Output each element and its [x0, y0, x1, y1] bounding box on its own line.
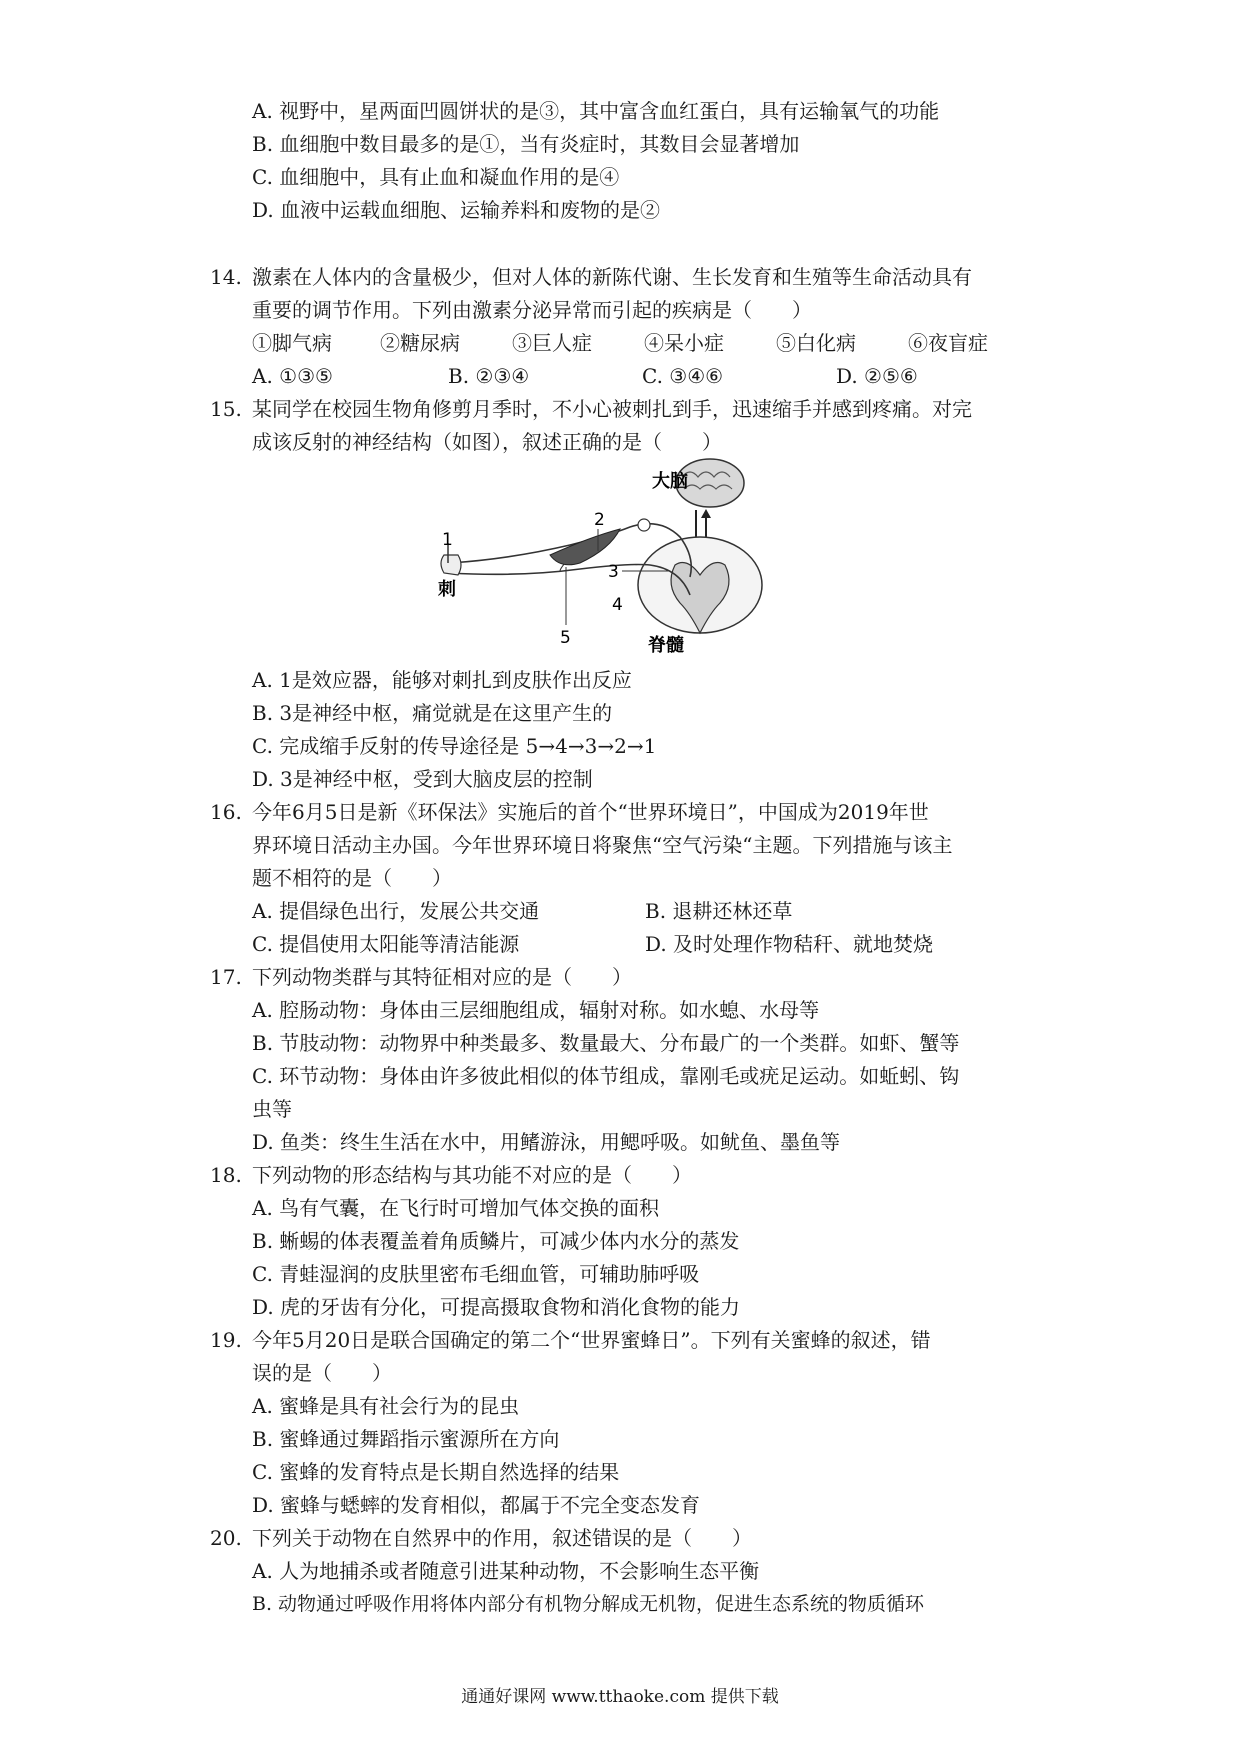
q14-item: ⑤白化病 [776, 331, 856, 355]
q17-option-c: C. 环节动物：身体由许多彼此相似的体节组成，靠刚毛或疣足运动。如蚯蚓、钩 [252, 1064, 960, 1088]
q13-option-c: C. 血细胞中，具有止血和凝血作用的是④ [252, 165, 620, 189]
q16-stem-line1: 今年6月5日是新《环保法》实施后的首个“世界环境日”，中国成为2019年世 [252, 800, 929, 824]
q13-option-a: A. 视野中，星两面凹圆饼状的是③，其中富含血红蛋白，具有运输氧气的功能 [252, 99, 940, 123]
q14-stem-line2: 重要的调节作用。下列由激素分泌异常而引起的疾病是（ ） [252, 298, 812, 322]
q14-item: ⑥夜盲症 [908, 331, 988, 355]
q16-option-a: A. 提倡绿色出行，发展公共交通 [252, 899, 540, 923]
q18-option-b: B. 蜥蜴的体表覆盖着角质鳞片，可减少体内水分的蒸发 [252, 1229, 740, 1253]
q17-option-a: A. 腔肠动物：身体由三层细胞组成，辐射对称。如水螅、水母等 [252, 998, 820, 1022]
q16-number: 16. [210, 800, 242, 824]
q19-option-a: A. 蜜蜂是具有社会行为的昆虫 [252, 1394, 520, 1418]
spinal-cord-section [638, 537, 762, 633]
q19-option-d: D. 蜜蜂与蟋蟀的发育相似，都属于不完全变态发育 [252, 1493, 701, 1517]
q20-option-b: B. 动物通过呼吸作用将体内部分有机物分解成无机物，促进生态系统的物质循环 [252, 1593, 925, 1615]
q13-option-b: B. 血细胞中数目最多的是①，当有炎症时，其数目会显著增加 [252, 132, 800, 156]
q19-option-c: C. 蜜蜂的发育特点是长期自然选择的结果 [252, 1460, 620, 1484]
q16-stem-line3: 题不相符的是（ ） [252, 866, 452, 890]
q15-number: 15. [210, 397, 242, 421]
q16-option-d: D. 及时处理作物秸秆、就地焚烧 [645, 932, 934, 956]
q20-stem: 下列关于动物在自然界中的作用，叙述错误的是（ ） [252, 1526, 752, 1550]
q18-option-a: A. 鸟有气囊，在飞行时可增加气体交换的面积 [252, 1196, 660, 1220]
q19-number: 19. [210, 1328, 242, 1352]
q13-option-d: D. 血液中运载血细胞、运输养料和废物的是② [252, 198, 661, 222]
q14-items [252, 330, 1012, 356]
q14-option-d: D. ②⑤⑥ [836, 364, 918, 388]
label-1: 1 [442, 530, 453, 550]
q20-number: 20. [210, 1526, 242, 1550]
label-spinal: 脊髓 [648, 635, 684, 655]
reflex-arc-figure [430, 455, 800, 655]
q16-stem-line2: 界环境日活动主办国。今年世界环境日将聚焦“空气污染“主题。下列措施与该主 [252, 833, 953, 857]
q14-option-b: B. ②③④ [448, 364, 530, 388]
q14-option-c: C. ③④⑥ [642, 364, 724, 388]
q15-stem-line1: 某同学在校园生物角修剪月季时，不小心被刺扎到手，迅速缩手并感到疼痛。对完 [252, 397, 972, 421]
q20-option-a: A. 人为地捕杀或者随意引进某种动物，不会影响生态平衡 [252, 1559, 760, 1583]
q15-option-c: C. 完成缩手反射的传导途径是 5→4→3→2→1 [252, 734, 657, 758]
q16-option-c: C. 提倡使用太阳能等清洁能源 [252, 932, 520, 956]
q18-stem: 下列动物的形态结构与其功能不对应的是（ ） [252, 1163, 692, 1187]
q16-option-b: B. 退耕还林还草 [645, 899, 793, 923]
q19-stem-line1: 今年5月20日是联合国确定的第二个“世界蜜蜂日”。下列有关蜜蜂的叙述，错 [252, 1328, 931, 1352]
label-brain: 大脑 [652, 471, 688, 492]
q15-option-a: A. 1是效应器，能够对刺扎到皮肤作出反应 [252, 668, 632, 692]
q17-stem: 下列动物类群与其特征相对应的是（ ） [252, 965, 632, 989]
q17-option-c-cont: 虫等 [252, 1097, 292, 1121]
q19-option-b: B. 蜜蜂通过舞蹈指示蜜源所在方向 [252, 1427, 560, 1451]
q14-item: ③巨人症 [512, 331, 592, 355]
q14-stem-line1: 激素在人体内的含量极少，但对人体的新陈代谢、生长发育和生殖等生命活动具有 [252, 265, 972, 289]
q14-number: 14. [210, 265, 242, 289]
q18-option-c: C. 青蛙湿润的皮肤里密布毛细血管，可辅助肺呼吸 [252, 1262, 700, 1286]
q17-option-d: D. 鱼类：终生生活在水中，用鳍游泳，用鳃呼吸。如鱿鱼、墨鱼等 [252, 1130, 841, 1154]
q14-options [252, 363, 1012, 389]
q15-option-b: B. 3是神经中枢，痛觉就是在这里产生的 [252, 701, 613, 725]
page-footer: 通通好课网 www.tthaoke.com 提供下载 [461, 1687, 779, 1707]
label-thorn: 刺 [438, 579, 456, 600]
q14-item: ④呆小症 [644, 331, 724, 355]
q14-item: ①脚气病 [252, 331, 332, 355]
q15-stem-line2: 成该反射的神经结构（如图），叙述正确的是（ ） [252, 430, 722, 454]
label-4: 4 [612, 595, 623, 615]
q18-number: 18. [210, 1163, 242, 1187]
q14-option-a: A. ①③⑤ [252, 364, 333, 388]
q14-item: ②糖尿病 [380, 331, 460, 355]
q17-option-b: B. 节肢动物：动物界中种类最多、数量最大、分布最广的一个类群。如虾、蟹等 [252, 1031, 960, 1055]
label-2: 2 [594, 510, 605, 530]
label-3: 3 [608, 562, 619, 582]
q19-stem-line2: 误的是（ ） [252, 1361, 392, 1385]
q18-option-d: D. 虎的牙齿有分化，可提高摄取食物和消化食物的能力 [252, 1295, 741, 1319]
label-5: 5 [560, 628, 571, 648]
q15-option-d: D. 3是神经中枢，受到大脑皮层的控制 [252, 767, 593, 791]
q17-number: 17. [210, 965, 242, 989]
